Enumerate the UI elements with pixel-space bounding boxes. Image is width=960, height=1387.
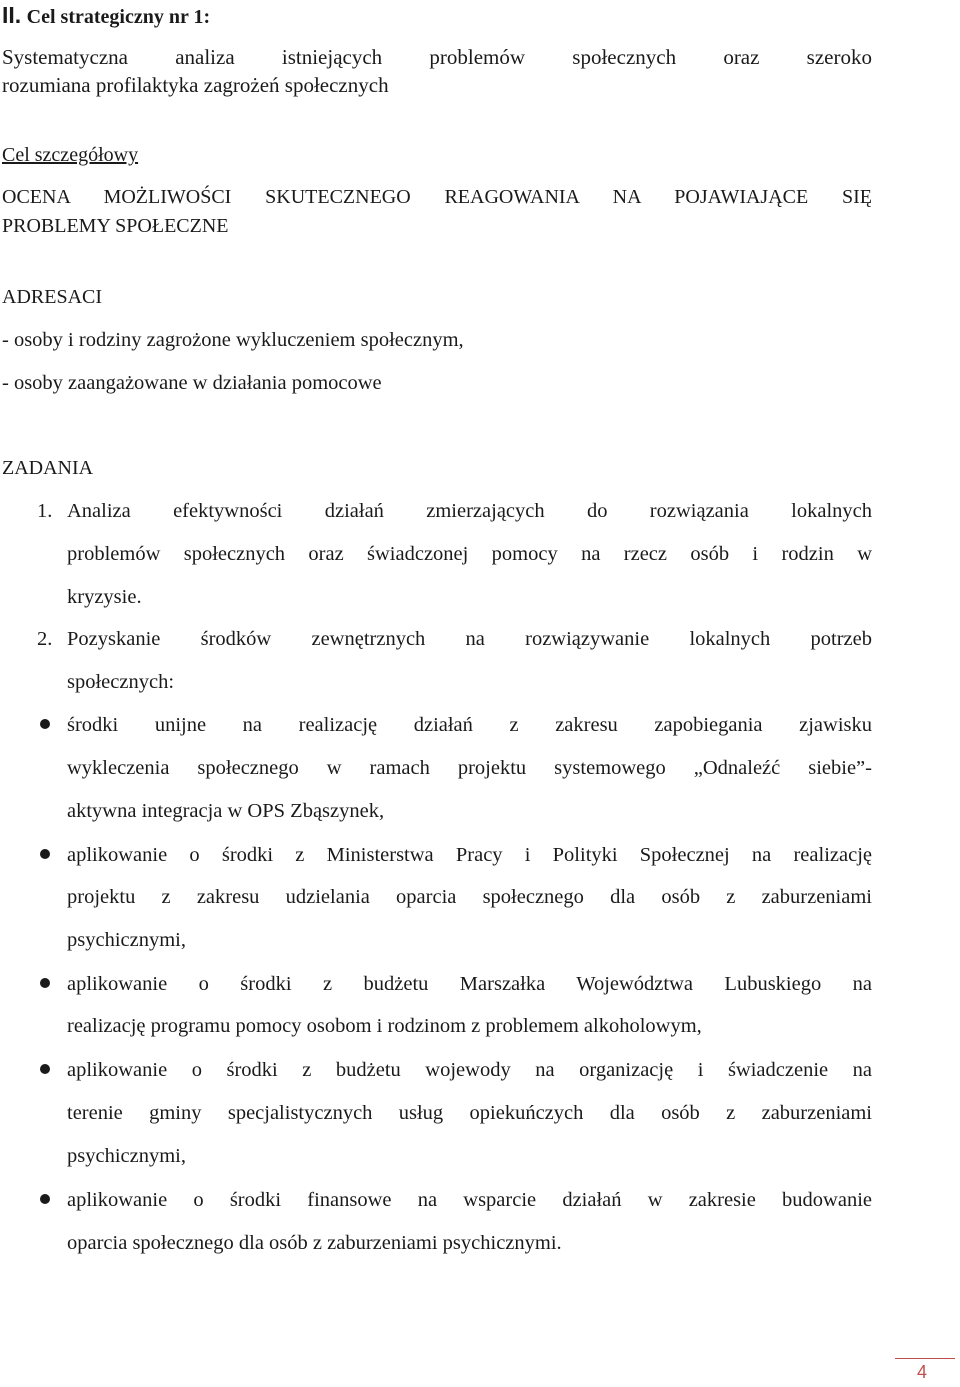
section-number: II.: [2, 2, 22, 28]
bullet-line: aplikowanie o środki z budżetu wojewody na organizację i świadczenie na: [67, 1059, 872, 1081]
bullet-line: terenie gminy specjalistycznych usług opiekuńczych dla osób z zaburzeniami: [67, 1102, 872, 1124]
bullet-line: aplikowanie o środki z budżetu Marszałka Województwa Lubuskiego na: [67, 973, 872, 995]
bullet-line: środki unijne na realizację działań z zakresu zapobiegania zjawisku: [67, 714, 872, 736]
bullet-icon: [40, 719, 50, 729]
strategic-goal: [2, 43, 872, 99]
addressee-item: - osoby zaangażowane w działania pomocowe: [2, 372, 382, 394]
tasks-label: ZADANIA: [2, 457, 94, 479]
bullet-icon: [40, 1064, 50, 1074]
task-1-line: Analiza efektywności działań zmierzających do rozwiązania lokalnych: [67, 500, 872, 522]
bullet-line: projektu z zakresu udzielania oparcia społecznego dla osób z zaburzeniami: [67, 886, 872, 908]
bullet-line: aplikowanie o środki z Ministerstwa Pracy i Polityki Społecznej na realizację: [67, 844, 872, 866]
strategic-goal-line-2: rozumiana profilaktyka zagrożeń społecznych: [2, 73, 389, 97]
bullet-line: wykleczenia społecznego w ramach projektu systemowego „Odnaleźć siebie”-: [67, 757, 872, 779]
bullet-line: psychicznymi,: [67, 929, 186, 951]
section-heading: [2, 2, 210, 30]
detailed-goal-line-1: OCENA MOŻLIWOŚCI SKUTECZNEGO REAGOWANIA NA POJAWIAJĄCE SIĘ: [2, 186, 872, 208]
task-2-line: Pozyskanie środków zewnętrznych na rozwiązywanie lokalnych potrzeb: [67, 628, 872, 650]
bullet-icon: [40, 978, 50, 988]
detailed-goal-line-2: PROBLEMY SPOŁECZNE: [2, 215, 229, 237]
page-number: 4: [917, 1362, 928, 1382]
bullet-icon: [40, 1194, 50, 1204]
bullet-line: psychicznymi,: [67, 1145, 186, 1167]
bullet-icon: [40, 849, 50, 859]
bullet-line: aplikowanie o środki finansowe na wsparcie działań w zakresie budowanie: [67, 1189, 872, 1211]
task-1-line: problemów społecznych oraz świadczonej pomocy na rzecz osób i rodzin w: [67, 543, 872, 565]
bullet-line: oparcia społecznego dla osób z zaburzeniami psychicznymi.: [67, 1232, 562, 1254]
bullet-line: realizację programu pomocy osobom i rodzinom z problemem alkoholowym,: [67, 1015, 702, 1037]
addressees-label: ADRESACI: [2, 286, 103, 308]
addressee-item: - osoby i rodziny zagrożone wykluczeniem społecznym,: [2, 329, 464, 351]
task-1-number: 1.: [37, 500, 53, 522]
task-2-line: społecznych:: [67, 671, 175, 693]
section-title: Cel strategiczny nr 1:: [26, 6, 211, 28]
bullet-line: aktywna integracja w OPS Zbąszynek,: [67, 800, 385, 822]
detailed-goal-label: Cel szczegółowy: [2, 144, 139, 166]
strategic-goal-line-1: Systematyczna analiza istniejących problemów społecznych oraz szeroko: [2, 45, 872, 69]
task-1-line: kryzysie.: [67, 586, 142, 608]
footer-rule: [895, 1358, 955, 1359]
task-2-number: 2.: [37, 628, 53, 650]
